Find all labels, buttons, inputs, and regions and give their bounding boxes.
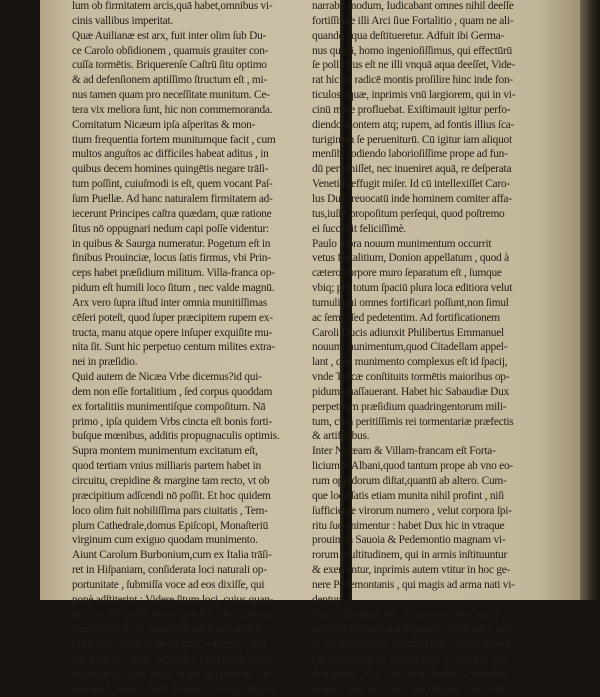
text-line: ac ſemel ſed pedetentim. Ad fortificationem xyxy=(312,311,500,324)
text-line: tium frequentia fortem munitumque facit , cum xyxy=(72,133,276,146)
text-line: quando aqua deſtitueretur. Adfuit ibi Germa- xyxy=(312,29,505,42)
text-line: vnde Turcæ conſtituits tormētis maioribus op- xyxy=(312,371,510,384)
text-line: finibus Prouinciæ, locus ſatis firmus, vbi Prin- xyxy=(72,252,271,265)
text-line: tructa, manu atque opere inſuper exquiſite mu- xyxy=(72,326,273,339)
text-line: pidum eſt humili loco ſitum , nec valde magnū. xyxy=(72,282,275,295)
text-line: quibus decem homines quingētis negare trāſi- xyxy=(72,163,269,176)
text-line: multos anguſtos ac difficiles habeat aditus , in xyxy=(72,148,269,161)
text-line: rum oppidorum diſtat,quantū ab altero. Cum- xyxy=(312,475,507,487)
text-line: dū perueniſſet, nec inueniret aquā, re deſperata xyxy=(312,163,512,176)
text-line: Nunc videndum eſt , de quorum Principum xyxy=(312,608,498,621)
text-line: lus Dux, reuocatū inde hominem comiter affa- xyxy=(312,192,512,205)
text-line: cinū mare profluebat. Exiſtimauit igitur perfo- xyxy=(312,103,511,116)
text-line: tus vlus eſſe poſſit nemo agnoſcit? Ibi Guberna- xyxy=(72,608,276,621)
text-line: ret in Hiſpaniam, conſiderata loci naturali op- xyxy=(72,564,267,577)
page-edge xyxy=(580,0,600,600)
text-line: circuitu, crepidine & margine tam recto, vt ob xyxy=(72,475,270,487)
text-line: ei ſucceſſit feliciſſimè. xyxy=(312,222,407,235)
text-line: que loca ſatis etiam munita nihil profint , niſi xyxy=(312,489,505,502)
text-line: narrabo modum, Iudicabant omnes nihil deeſſe xyxy=(312,0,514,12)
text-line: loco olim fuit nobiliſſima pars ciuitatis , Tem- xyxy=(72,504,268,517)
text-line: & ad defenſionem aptiſſimo ſtructum eſt , mi- xyxy=(72,74,267,87)
text-line: cauſam metuendi aliquid mali ab Ducatu Me- xyxy=(312,653,509,666)
text-line: diolanenſi , ob a ctum illud fœdus & neceſſitu- xyxy=(312,667,512,680)
text-line: turiginem ſe perueniturū. Cū igitur iam aliquot xyxy=(312,133,512,146)
text-line: menſib. fodiendo laborioſiſſime prope ad fun- xyxy=(312,148,508,161)
text-line: rorum multitudinem, qui in armis inſtituuntur xyxy=(312,549,508,562)
text-line: Aiunt Carolum Burbonium,cum ex Italia trāſi- xyxy=(72,549,272,562)
text-line: lant , quo munimento complexus eſt id ſpacij, xyxy=(312,356,508,369)
text-line: & exercentur, inprimis autem vtitur in hoc ge- xyxy=(312,564,511,577)
text-line: eo profectus,cum &ipſe ſitum loci preſſius con- xyxy=(72,667,275,680)
text-line: lum ob firmitatem arcis,quā habet,omnibus vi- xyxy=(72,0,273,12)
text-line: tumuli,qui omnes fortificari poſſunt,non ſimul xyxy=(312,296,509,309)
right-text-column xyxy=(312,0,558,695)
text-line: ritu ſuo animentur : habet Dux hic in vtraque xyxy=(312,519,505,532)
text-line: ſum Puellæ. Ad hanc naturalem firmitatem ad- xyxy=(72,192,273,205)
text-line: ex fortalitiis munimentiſque compoſitum. Nā xyxy=(72,400,266,413)
text-line: portunitate , ſubmiſſa voce ad eos dixiſſe, qui xyxy=(72,578,265,591)
text-line: & artificibus. xyxy=(312,430,370,443)
text-line: nus quidā, homo ingenioſiſſimus, qui effectūrū xyxy=(312,44,512,57)
text-line: Paulo ſupra nouum munimentum occurrit xyxy=(312,237,492,250)
left-text-column xyxy=(72,0,298,695)
text-line: prouincia Sauoia & Pedemontio magnam vi- xyxy=(312,534,506,547)
text-line: Comitatum Nicæum ipſa aſperitas & mon- xyxy=(72,118,256,131)
text-line: perpetuum præſidium quadringentorum mili- xyxy=(312,400,507,413)
text-line: Supra montem munimentum excitatum eſt, xyxy=(72,445,258,458)
text-line: ſit Sabaudiæ Dux. Primum non videtur habere xyxy=(312,638,511,651)
text-line: plum Cathedrale,domus Epiſcopi, Monaſteriū xyxy=(72,519,269,532)
text-line: in quibus & Saurga numeratur. Pogetum eſt in xyxy=(72,237,271,250)
text-line: ſideraſſet, iuſſerit illum ſumma cura atq; diligen- xyxy=(72,682,278,695)
text-line: præcipitium adſcendi nō poſſit. Et hoc quidem xyxy=(72,489,271,502)
text-line: tus,iuſſit propoſitum perſequi, quod poſtremo xyxy=(312,207,505,220)
text-line: fortiſſimæ illi Arci ſiue Fortalitio , quam ne ali- xyxy=(312,14,514,27)
text-line: cinis vallibus imperitat. xyxy=(72,14,173,27)
text-line: ce Carolo obſidionem , quamuis grauiter con- xyxy=(72,44,269,57)
text-line: ſe pollicitus eſt ne illi vnquā aqua deeſſet, Vide- xyxy=(312,59,516,72)
text-line: Arx vero ſupra iſtud inter omnia munitiſſimas xyxy=(72,296,268,309)
text-line: cēſeri poteſt, quod ſuper præcipitem rupem ex- xyxy=(72,311,273,324)
text-line: primo , ipſa quidem Vrbs cincta eſt bonis forti- xyxy=(72,415,273,428)
text-line: Inter Nicæam & Villam-francam eſt Forta- xyxy=(312,445,496,458)
text-line: ſufficiente virorum numero , velut corpora ſpi- xyxy=(312,504,512,517)
text-line: nita ſit. Sunt hic perpetuo centum milites extra- xyxy=(72,341,275,354)
text-line: ticulos aquæ, inprimis vnū largiorem, qui in vi- xyxy=(312,89,516,102)
text-line: nei in præſidio. xyxy=(72,356,138,369)
text-line: virginum cum exiguo quodam munimento. xyxy=(72,534,258,547)
text-line: pidum quaſſauerant. Habet hic Sabaudiæ Dux xyxy=(312,385,510,398)
text-line: cepta hæc verba Principi ſuo ( erat enim ciuis xyxy=(72,638,267,651)
text-line: dinem , quæ ipſi cum rege Hiſpano intercedit. xyxy=(312,682,508,695)
text-line: vbiq; per totum ſpaciū plura loca editiora velut xyxy=(312,282,513,295)
text-line: Nicæenſis) Carolo Sabaudiæ Duci retuliſſe,qui xyxy=(72,653,272,666)
text-line: nere Pedemontanis , qui magis ad arma nati vi- xyxy=(312,578,515,591)
text-line: ponè adſtiterint : Videre ſitum loci, cuius quan- xyxy=(72,593,274,606)
text-line: diendo montem atq; rupem, ad fontis illius ſca- xyxy=(312,118,515,131)
text-line: quod tertiam vnius milliaris partem habet in xyxy=(72,460,261,473)
text-line: dem non eſſe fortalitium , ſed corpus quoddam xyxy=(72,385,273,398)
text-line: Quæ Auilianæ est arx, fuit inter olim ſub Du- xyxy=(72,29,267,42)
text-line: torem triremis in quauehebatur Burbonius,ex- xyxy=(72,623,270,636)
text-line: amicitia dubitare,aut à quorum vi metuere poſ- xyxy=(312,623,513,636)
text-line: cuſſa tormētis. Briquerenſe Caſtrū ſitu optimo xyxy=(72,59,267,72)
text-line: Venetias effugit miſer. Id cū intellexiſſet Caro- xyxy=(312,178,510,191)
text-line: rat hic ad radicē montis proſilire hinc inde fon- xyxy=(312,74,513,87)
text-line: licium S.Albani,quod tantum prope ab vno eo- xyxy=(312,460,513,473)
text-line: ceps habet præſidium militum. Villa-franca op- xyxy=(72,267,275,280)
text-line: tera vix meliora ſunt, hic non commemoranda. xyxy=(72,103,273,116)
text-line: tum, cum peritiſſimis rei tormentariæ præfectis xyxy=(312,415,514,428)
text-line: iecerunt Principes caſtra quædam, quæ ratione xyxy=(72,207,272,220)
text-line: nouum munimentum,quod Citadellam appel- xyxy=(312,341,508,354)
text-line: buſque mœnibus, additis propugnaculis optimis. xyxy=(72,430,280,443)
text-line: vetus fortalitium, Donion appellatum , quod à xyxy=(312,252,509,265)
text-line: nus tamen quam pro neceſſitate munitum. Ce- xyxy=(72,89,270,102)
text-line: Caroli Ducis adiunxit Philibertus Emmanuel xyxy=(312,326,504,339)
text-line: dentur. xyxy=(312,593,342,606)
text-line: Quid autem de Nicæa Vrbe dicemus?id qui- xyxy=(72,371,262,384)
text-line: ſitus nō oppugnari nedum capi poſſe videntur: xyxy=(72,222,269,235)
text-line: tum poſſint, cuiuſmodi is eſt, quem vocant Paſ- xyxy=(72,178,273,191)
text-line: cætero corpore muro ſeparatum eſt , ſumque xyxy=(312,267,502,280)
